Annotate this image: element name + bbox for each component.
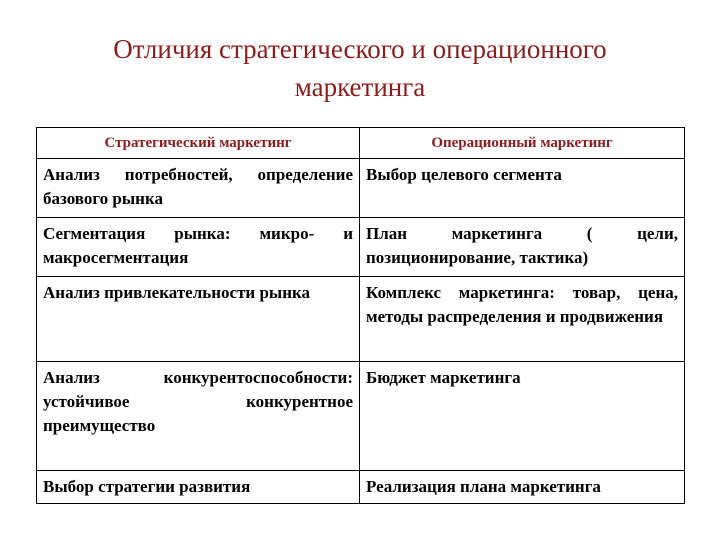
slide-title	[0, 30, 720, 106]
slide-title-line-1: Отличия стратегического и операционного	[113, 34, 607, 64]
table-header-row	[37, 128, 685, 159]
table-row	[37, 218, 685, 277]
header-operational-marketing: Операционный маркетинг	[360, 128, 685, 159]
header-strategic-marketing: Стратегический маркетинг	[37, 128, 360, 159]
table-row	[37, 159, 685, 218]
operational-cell: Бюджет маркетинга	[360, 362, 685, 471]
operational-cell: Реализация плана маркетинга	[360, 471, 685, 504]
strategic-cell: Анализ привлекательности рынка	[37, 277, 360, 362]
table-row	[37, 471, 685, 504]
table-row	[37, 277, 685, 362]
strategic-cell: Выбор стратегии развития	[37, 471, 360, 504]
operational-cell: Комплекс маркетинга: товар, цена, методы распределения и продвижения	[360, 277, 685, 362]
strategic-cell: Анализ конкурентоспособности: устойчивое конкурентное преимущество	[37, 362, 360, 471]
operational-cell: Выбор целевого сегмента	[360, 159, 685, 218]
table-row	[37, 362, 685, 471]
operational-cell: План маркетинга ( цели, позиционирование, тактика)	[360, 218, 685, 277]
strategic-cell: Сегментация рынка: микро- и макросегментация	[37, 218, 360, 277]
comparison-table	[36, 127, 685, 504]
strategic-cell: Анализ потребностей, определение базового рынка	[37, 159, 360, 218]
slide-title-line-2: маркетинга	[294, 72, 426, 102]
